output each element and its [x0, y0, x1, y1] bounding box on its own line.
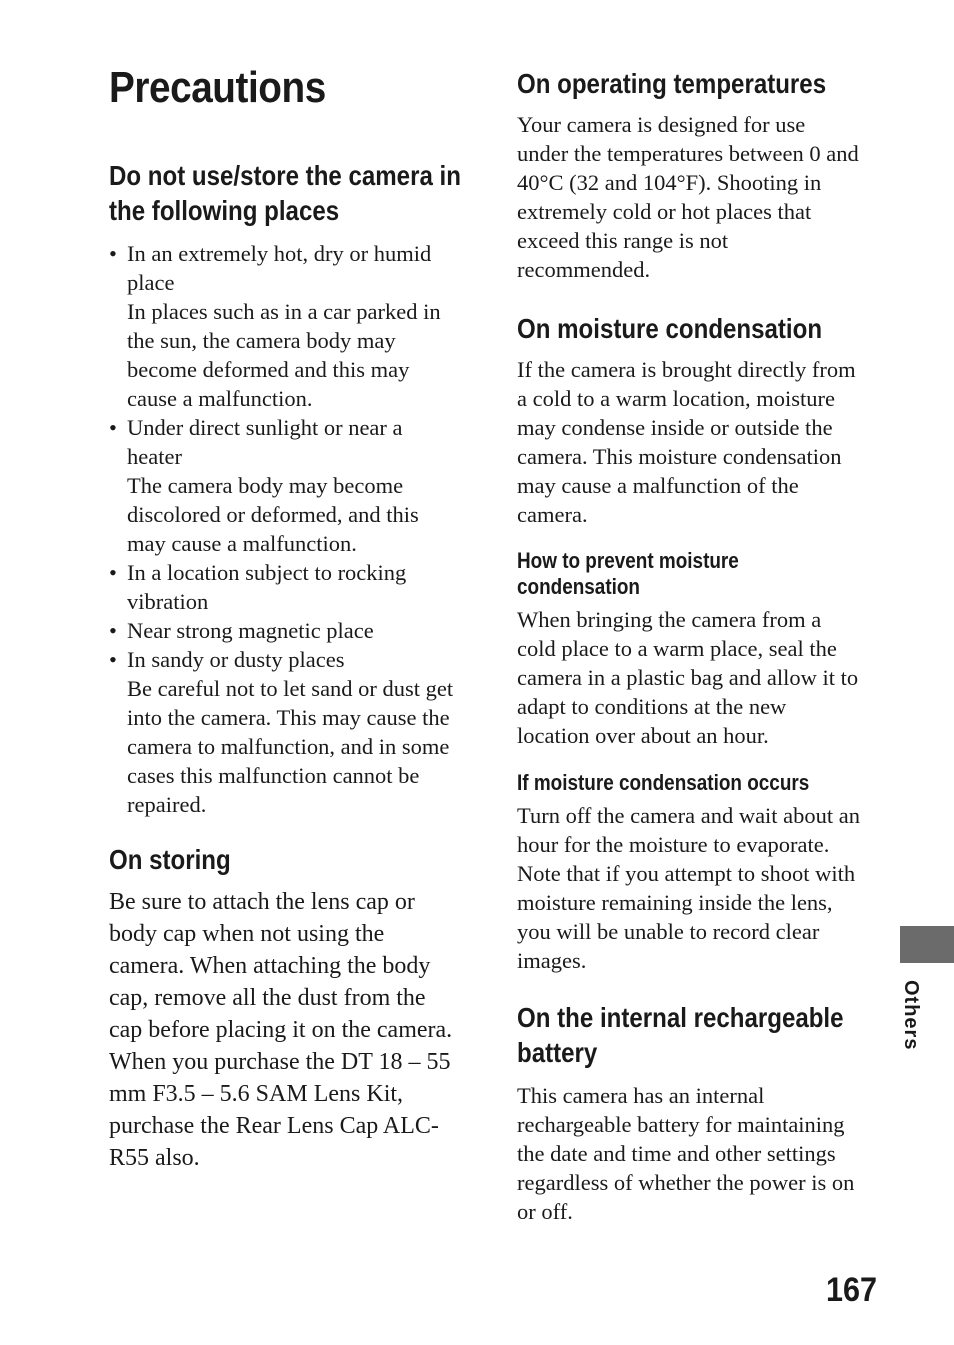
text-line: rechargeable battery for maintaining [517, 1112, 845, 1137]
list-item [109, 645, 471, 819]
places-list [109, 239, 471, 819]
item-desc: discolored or deformed, and this [127, 502, 419, 527]
temperatures-paragraph [517, 110, 887, 284]
text-line: cap, remove all the dust from the [109, 985, 426, 1011]
subheading-line: condensation [517, 574, 640, 599]
item-desc: In places such as in a car parked in [127, 299, 441, 324]
section-heading-moisture: On moisture condensation [517, 313, 823, 344]
item-label: vibration [127, 589, 209, 614]
prevent-paragraph [517, 605, 887, 750]
text-line: purchase the Rear Lens Cap ALC- [109, 1113, 439, 1139]
bullet-icon: • [109, 618, 117, 643]
storing-paragraph [109, 886, 479, 1174]
item-label: place [127, 270, 175, 295]
item-label: In an extremely hot, dry or humid [127, 241, 432, 266]
heading-line: Do not use/store the camera in [109, 160, 461, 191]
text-line: This camera has an internal [517, 1083, 765, 1108]
text-line: camera. When attaching the body [109, 953, 431, 979]
text-line: Turn off the camera and wait about an [517, 803, 861, 828]
item-desc: camera to malfunction, and in some [127, 734, 450, 759]
text-line: cold place to a warm place, seal the [517, 636, 837, 661]
text-line: Be sure to attach the lens cap or [109, 889, 415, 915]
text-line: body cap when not using the [109, 921, 385, 947]
text-line: extremely cold or hot places that [517, 199, 812, 224]
text-line: camera. This moisture condensation [517, 444, 842, 469]
item-desc: cases this malfunction cannot be [127, 763, 420, 788]
text-line: may condense inside or outside the [517, 415, 833, 440]
heading-line: battery [517, 1037, 598, 1068]
item-desc: repaired. [127, 792, 207, 817]
item-desc: become deformed and this may [127, 357, 410, 382]
item-desc: into the camera. This may cause the [127, 705, 450, 730]
section-heading-battery [517, 1000, 937, 1070]
item-desc: the sun, the camera body may [127, 328, 396, 353]
battery-paragraph [517, 1081, 887, 1226]
text-line: R55 also. [109, 1145, 200, 1171]
text-line: may cause a malfunction of the [517, 473, 799, 498]
heading-line: the following places [109, 195, 340, 226]
text-line: adapt to conditions at the new [517, 694, 787, 719]
subheading-prevent [517, 548, 937, 600]
text-line: a cold to a warm location, moisture [517, 386, 836, 411]
item-label: Near strong magnetic place [127, 618, 374, 643]
item-desc: Be careful not to let sand or dust get [127, 676, 454, 701]
item-label: In sandy or dusty places [127, 647, 345, 672]
bullet-icon: • [109, 241, 117, 266]
text-line: regardless of whether the power is on [517, 1170, 855, 1195]
text-line: Your camera is designed for use [517, 112, 806, 137]
item-label: Under direct sunlight or near a [127, 415, 403, 440]
text-line: When you purchase the DT 18 – 55 [109, 1049, 451, 1075]
section-heading-temperatures: On operating temperatures [517, 68, 827, 99]
item-label: heater [127, 444, 182, 469]
text-line: camera in a plastic bag and allow it to [517, 665, 859, 690]
page-number: 167 [826, 1271, 878, 1309]
text-line: images. [517, 948, 587, 973]
text-line: moisture remaining inside the lens, [517, 890, 833, 915]
text-line: under the temperatures between 0 and [517, 141, 859, 166]
text-line: If the camera is brought directly from [517, 357, 856, 382]
text-line: Note that if you attempt to shoot with [517, 861, 856, 886]
moisture-paragraph [517, 355, 887, 529]
occurs-paragraph [517, 801, 887, 975]
bullet-icon: • [109, 647, 117, 672]
item-desc: The camera body may become [127, 473, 404, 498]
page-title: Precautions [109, 63, 326, 112]
subheading-line: How to prevent moisture [517, 548, 739, 573]
text-line: When bringing the camera from a [517, 607, 822, 632]
list-item [109, 616, 471, 645]
text-line: 40°C (32 and 104°F). Shooting in [517, 170, 822, 195]
list-item [109, 558, 471, 616]
list-item [109, 413, 471, 558]
text-line: cap before placing it on the camera. [109, 1017, 453, 1043]
list-item [109, 239, 471, 413]
text-line: mm F3.5 – 5.6 SAM Lens Kit, [109, 1081, 404, 1107]
text-line: exceed this range is not [517, 228, 729, 253]
section-heading-storing: On storing [109, 844, 231, 875]
bullet-icon: • [109, 560, 117, 585]
section-heading-places [109, 158, 529, 228]
item-desc: cause a malfunction. [127, 386, 313, 411]
chapter-tab-marker [900, 926, 954, 963]
text-line: hour for the moisture to evaporate. [517, 832, 830, 857]
text-line: or off. [517, 1199, 573, 1224]
text-line: location over about an hour. [517, 723, 769, 748]
item-desc: may cause a malfunction. [127, 531, 357, 556]
bullet-icon: • [109, 415, 117, 440]
chapter-tab-label: Others [900, 980, 922, 1051]
heading-line: On the internal rechargeable [517, 1002, 844, 1033]
text-line: recommended. [517, 257, 651, 282]
item-label: In a location subject to rocking [127, 560, 407, 585]
subheading-occurs: If moisture condensation occurs [517, 770, 810, 795]
text-line: camera. [517, 502, 588, 527]
text-line: you will be unable to record clear [517, 919, 820, 944]
text-line: the date and time and other settings [517, 1141, 836, 1166]
